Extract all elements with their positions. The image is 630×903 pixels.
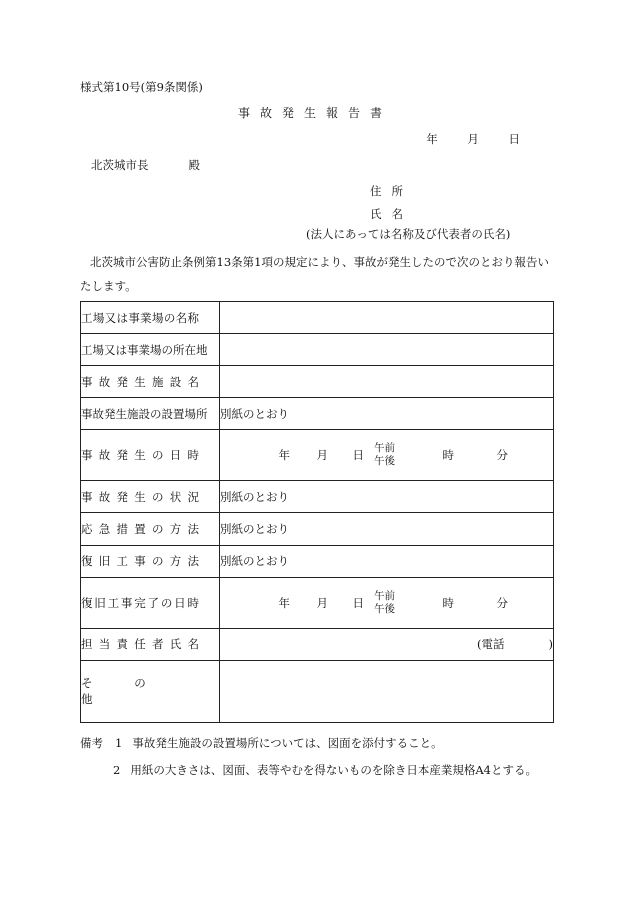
date-day: 日 <box>508 132 520 146</box>
remarks-heading: 備考 <box>80 736 103 750</box>
dt-hour: 時 <box>442 595 454 610</box>
row-label-text: 復旧工事完了の日時 <box>81 595 201 610</box>
addressee <box>91 157 200 173</box>
remarks-item-1 <box>80 735 443 751</box>
dt-month: 月 <box>316 448 328 463</box>
row-label <box>81 334 220 366</box>
restoration-method-field[interactable]: 別紙のとおり <box>220 545 554 577</box>
accident-situation-field[interactable]: 別紙のとおり <box>220 481 554 513</box>
table-row <box>81 430 554 481</box>
remarks-number: 2 <box>113 763 121 777</box>
table-row <box>81 660 554 722</box>
table-row <box>81 334 554 366</box>
date-year: 年 <box>426 132 438 146</box>
dt-am-pm <box>364 442 402 468</box>
row-label-text: その他 <box>81 676 188 707</box>
emergency-measures-field[interactable]: 別紙のとおり <box>220 513 554 545</box>
dt-year: 年 <box>278 595 290 610</box>
dt-am-pm <box>364 590 402 616</box>
table-row <box>81 481 554 513</box>
dt-pm: 午後 <box>374 602 395 615</box>
dt-am: 午前 <box>374 589 395 602</box>
reporter-note: (法人にあっては名称及び代表者の氏名) <box>306 227 511 241</box>
facility-location-field[interactable]: 別紙のとおり <box>220 398 554 430</box>
remarks-text: 事故発生施設の設置場所については、図面を添付すること。 <box>132 736 443 750</box>
remarks-item-2 <box>113 762 537 778</box>
facility-name-field[interactable] <box>220 366 554 398</box>
factory-address-field[interactable] <box>220 334 554 366</box>
document-title: 事故発生報告書 <box>237 106 392 120</box>
row-label <box>81 513 220 545</box>
dt-year: 年 <box>278 448 290 463</box>
row-label-text: 担当責任者氏名 <box>81 637 206 652</box>
row-label-text: 事故発生施設名 <box>81 374 206 389</box>
dt-hour: 時 <box>442 448 454 463</box>
phone-close: ) <box>548 637 553 652</box>
row-label <box>81 430 220 481</box>
row-label-text: 応急措置の方法 <box>81 521 206 536</box>
table-row <box>81 545 554 577</box>
factory-name-field[interactable] <box>220 302 554 334</box>
row-label <box>81 577 220 628</box>
row-label <box>81 481 220 513</box>
dt-am: 午前 <box>374 442 395 455</box>
restoration-completion-datetime-field[interactable] <box>220 577 554 628</box>
date-month: 月 <box>467 132 479 146</box>
addressee-name: 北茨城市長 <box>91 158 149 172</box>
row-label-text: 事故発生施設の設置場所 <box>81 406 208 421</box>
addressee-honorific: 殿 <box>188 158 200 172</box>
table-row <box>81 398 554 430</box>
table-row <box>81 628 554 660</box>
row-label <box>81 660 220 722</box>
row-label <box>81 628 220 660</box>
table-row <box>81 302 554 334</box>
row-label-text: 事故発生の日時 <box>81 448 206 463</box>
accident-datetime-field[interactable] <box>220 430 554 481</box>
dt-day: 日 <box>352 595 364 610</box>
row-label-text: 工場又は事業場の所在地 <box>81 342 208 357</box>
dt-pm: 午後 <box>374 455 395 468</box>
report-statement: 北茨城市公害防止条例第13条第1項の規定により、事故が発生したので次のとおり報告いたします。 <box>80 255 549 293</box>
remarks-number: 1 <box>115 736 123 750</box>
row-label-text: 復旧工事の方法 <box>81 554 206 569</box>
dt-minute: 分 <box>496 448 508 463</box>
report-table <box>80 301 554 723</box>
row-label-text: 工場又は事業場の名称 <box>81 310 200 325</box>
row-label-text: 事故発生の状況 <box>81 489 206 504</box>
table-row <box>81 513 554 545</box>
dt-month: 月 <box>316 595 328 610</box>
submission-date <box>400 131 520 147</box>
responsible-person-field[interactable] <box>220 628 554 660</box>
row-label <box>81 545 220 577</box>
phone-open: (電話 <box>477 637 505 652</box>
row-label <box>81 302 220 334</box>
reporter-name-label: 氏名 <box>370 207 413 221</box>
row-label <box>81 366 220 398</box>
table-row <box>81 577 554 628</box>
dt-minute: 分 <box>496 595 508 610</box>
row-label <box>81 398 220 430</box>
dt-day: 日 <box>352 448 364 463</box>
table-row <box>81 366 554 398</box>
other-field[interactable] <box>220 660 554 722</box>
form-number: 様式第10号(第9条関係) <box>80 80 203 94</box>
reporter-address-label: 住所 <box>370 184 413 198</box>
remarks-text: 用紙の大きさは、図面、表等やむを得ないものを除き日本産業規格A4とする。 <box>130 763 537 777</box>
